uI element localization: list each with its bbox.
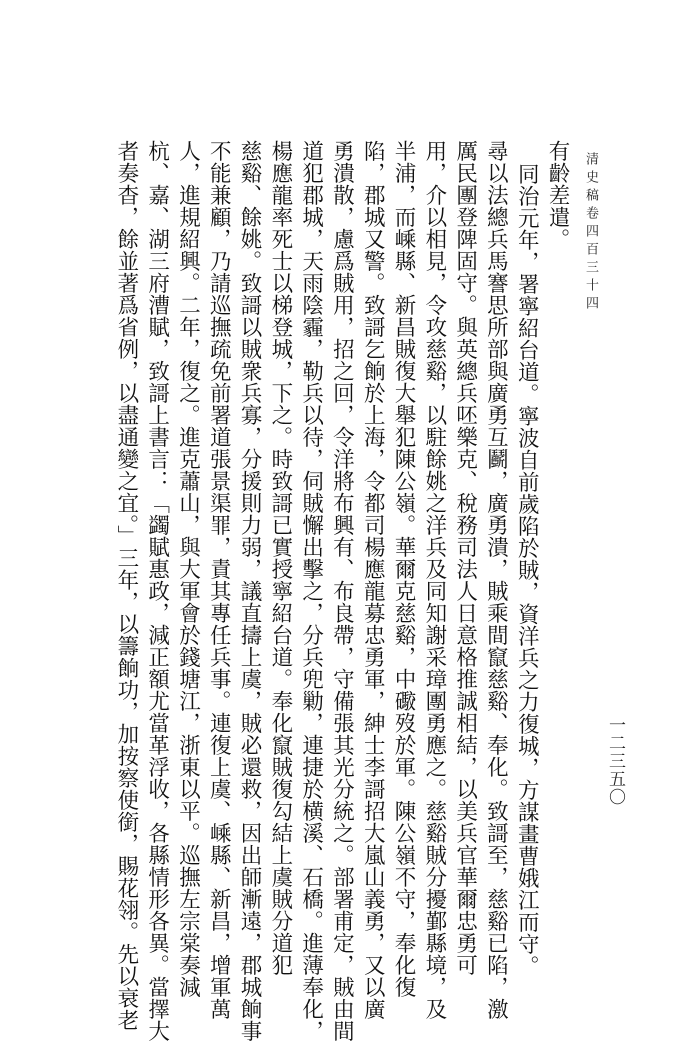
text-line: 陷，郡城又警。致謌乞餉於上海，令都司楊應龍募忠勇軍，紳士李謌招大嵐山義勇，又以廣 bbox=[360, 140, 386, 1020]
text-line: 厲民團登陴固守。與英總兵呸樂克、稅務司法人日意格推誠相結，以美兵官華爾忠勇可 bbox=[452, 140, 478, 976]
text-line: 道犯郡城，天雨陰霾，勒兵以待，伺賊懈出擊之，分兵兜勦，連捷於横溪、石橋。進薄奉化， bbox=[298, 140, 324, 1042]
running-header-title: 清史稿卷四百三十四 bbox=[583, 152, 598, 314]
text-line: 勇潰散，慮爲賊用，招之回，令洋將布興有、布良帶，守備張其光分統之。部署甫定，賊由間 bbox=[329, 140, 355, 1042]
text-line: 慈谿、餘姚。致謌以賊衆兵寡，分援則力弱，議直擣上虞，賊必還救，因出師漸遠，郡城餉事 bbox=[237, 140, 263, 1042]
text-line: 不能兼顧，乃請巡撫疏免前署道張景渠罪，責其專任兵事。連復上虞、嵊縣、新昌，增軍萬 bbox=[206, 140, 232, 1020]
text-line: 尋以法總兵馬謇思所部與廣勇互鬬，廣勇潰，賊乘間竄慈谿、奉化。致謌至，慈谿已陷，激 bbox=[483, 140, 509, 1020]
text-line: 人，進規紹興。二年，復之。進克蕭山，與大軍會於錢塘江，浙東以平。巡撫左宗棠奏減 bbox=[175, 140, 201, 998]
page-number: 一二三五〇 bbox=[605, 716, 625, 806]
text-line: 用，介以相見，令攻慈谿，以駐餘姚之洋兵及同知謝采璋團勇應之。慈谿賊分擾鄞縣境，及 bbox=[421, 140, 447, 1020]
text-line: 楊應龍率死士以梯登城，下之。時致謌已實授寧紹台道。奉化竄賊復勾結上虞賊分道犯 bbox=[267, 140, 293, 976]
text-line: 同治元年，署寧紹台道。寧波自前歲陷於賊，資洋兵之力復城，方謀畫曹娥江而守。 bbox=[514, 163, 540, 977]
text-line: 有齡差遣。 bbox=[545, 140, 570, 250]
text-line: 半浦，而嵊縣、新昌賊復大舉犯陳公嶺。華爾克慈谿，中礮歿於軍。陳公嶺不守，奉化復 bbox=[391, 140, 417, 998]
text-line: 者奏杳，餘並著爲省例，以盡通變之宜。」三年，以籌餉功，加按察使銜，賜花翎。先以衰老 bbox=[113, 140, 139, 1032]
main-text-block bbox=[72, 140, 572, 1042]
text-line: 杭、嘉、湖三府漕賦，致謌上書言：「蠲賦惠政，減正額尤當革浮收，各縣情形各異。當擇大 bbox=[144, 140, 170, 1042]
